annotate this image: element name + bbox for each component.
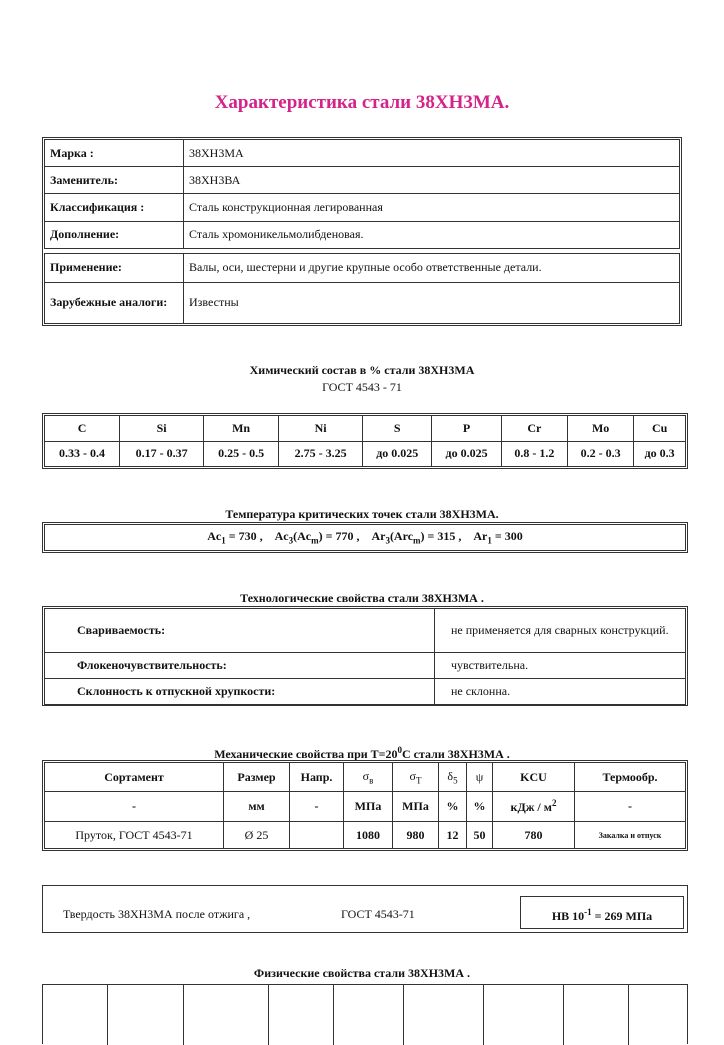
chem-header: P [432, 416, 501, 442]
mech-unit: - [290, 792, 344, 822]
mech-unit: % [467, 792, 493, 822]
tech-key: Свариваемость: [45, 609, 435, 653]
info-row [45, 221, 680, 248]
chem-value-row [45, 441, 686, 467]
chem-header: Cu [634, 416, 686, 442]
mech-cell: 12 [439, 822, 467, 849]
tech-table [42, 606, 688, 706]
mech-unit: МПа [393, 792, 439, 822]
chem-value: 0.17 - 0.37 [120, 441, 204, 467]
info-row [45, 282, 680, 323]
hardness-value-box [520, 896, 684, 929]
tech-value: чувствительна. [435, 653, 686, 679]
mech-header-d5 [439, 763, 467, 792]
mech-unit: МПа [344, 792, 393, 822]
phys-col-divider [333, 985, 334, 1045]
info-key: Марка : [45, 140, 184, 167]
sb-symbol: σ [362, 768, 370, 783]
chem-value: до 0.3 [634, 441, 686, 467]
info-row [45, 194, 680, 221]
chem-header-row [45, 416, 686, 442]
chem-header: Mo [568, 416, 634, 442]
mech-unit-kcu [493, 792, 575, 822]
tech-value: не применяется для сварных конструкций. [435, 609, 686, 653]
chem-value: 0.8 - 1.2 [501, 441, 567, 467]
mech-unit: - [45, 792, 224, 822]
mech-table [42, 760, 688, 851]
mech-cell: 1080 [344, 822, 393, 849]
chem-value: до 0.025 [363, 441, 432, 467]
kcu-unit-sup: 2 [551, 798, 557, 809]
phys-col-divider [483, 985, 484, 1045]
crit-ac3: 770 [335, 529, 354, 544]
chem-gost: ГОСТ 4543 - 71 [322, 380, 402, 394]
hb-suffix: = 269 МПа [594, 909, 653, 923]
chem-header: Mn [204, 416, 279, 442]
crit-values: $Ac_1 = 730$ , $Ac_3(Ac_m) = 770$ , $Ar_3(Arc_m) = 315$ , $Ar_1 = 300$ [45, 525, 686, 551]
st-sub: T [415, 775, 422, 786]
info-value: Известны [184, 282, 680, 323]
mech-unit: % [439, 792, 467, 822]
chem-header: Si [120, 416, 204, 442]
chem-title: Химический состав в % стали 38ХН3МА [249, 363, 475, 377]
hardness-gost: ГОСТ 4543-71 [341, 907, 415, 921]
mech-title-prefix: Механические свойства при Т=20 [214, 747, 398, 761]
info-row [45, 140, 680, 167]
chem-value: 2.75 - 3.25 [279, 441, 363, 467]
phys-col-divider [563, 985, 564, 1045]
mech-unit: - [575, 792, 686, 822]
mech-title-sup: 0 [397, 745, 403, 755]
info-value: Сталь хромоникельмолибденовая. [184, 221, 680, 248]
chem-table [42, 413, 688, 469]
mech-cell: Закалка и отпуск [575, 822, 686, 849]
info-value: 38ХН3ВА [184, 167, 680, 194]
info-key: Зарубежные аналоги: [45, 282, 184, 323]
chem-header: Cr [501, 416, 567, 442]
info-value: Валы, оси, шестерни и другие крупные особо ответственные детали. [184, 254, 680, 282]
info-value: 38ХН3МА [184, 140, 680, 167]
info-key: Заменитель: [45, 167, 184, 194]
hardness-box [42, 885, 688, 933]
tech-row [45, 653, 686, 679]
crit-ac1: 730 [238, 529, 257, 544]
chem-value: 0.25 - 0.5 [204, 441, 279, 467]
tech-key: Склонность к отпускной хрупкости: [45, 679, 435, 705]
chem-header: S [363, 416, 432, 442]
sb-sub: в [369, 775, 374, 786]
mech-data-row [45, 822, 686, 849]
info-table [42, 137, 682, 326]
kcu-unit: кДж / м [510, 800, 552, 815]
phys-col-divider [268, 985, 269, 1045]
crit-ar3: 315 [437, 529, 456, 544]
tech-row [45, 609, 686, 653]
mech-header-psi: ψ [467, 763, 493, 792]
tech-row [45, 679, 686, 705]
mech-cell: Пруток, ГОСТ 4543-71 [45, 822, 224, 849]
tech-key: Флокеночувствительность: [45, 653, 435, 679]
mech-header-row [45, 763, 686, 792]
mech-unit: мм [224, 792, 290, 822]
hb-sup: -1 [584, 907, 592, 917]
mech-header-size: Размер [224, 763, 290, 792]
phys-col-divider [403, 985, 404, 1045]
chem-header: Ni [279, 416, 363, 442]
d5-symbol: δ [447, 768, 454, 783]
info-row [45, 254, 680, 282]
mech-title-suffix: С стали 38ХН3МА . [402, 747, 510, 761]
crit-title: Температура критических точек стали 38ХН3МА. [225, 507, 499, 521]
chem-value: до 0.025 [432, 441, 501, 467]
mech-header-st [393, 763, 439, 792]
info-key: Классификация : [45, 194, 184, 221]
mech-header-kcu: KCU [493, 763, 575, 792]
mech-units-row [45, 792, 686, 822]
mech-header-sb [344, 763, 393, 792]
hb-prefix: НВ 10 [551, 909, 585, 923]
page-title: Характеристика стали 38ХН3МА. [214, 92, 510, 113]
d5-sub: 5 [453, 775, 458, 786]
mech-cell: Ø 25 [224, 822, 290, 849]
phys-title: Физические свойства стали 38ХН3МА . [253, 966, 471, 980]
chem-value: 0.33 - 0.4 [45, 441, 120, 467]
info-row [45, 167, 680, 194]
mech-cell: 780 [493, 822, 575, 849]
mech-header-sort: Сортамент [45, 763, 224, 792]
hardness-text: Твердость 38ХН3МА после отжига , [63, 907, 251, 921]
st-symbol: σ [409, 768, 416, 783]
mech-header-treat: Термообр. [575, 763, 686, 792]
chem-value: 0.2 - 0.3 [568, 441, 634, 467]
phys-col-divider [183, 985, 184, 1045]
mech-cell [290, 822, 344, 849]
mech-cell: 50 [467, 822, 493, 849]
info-key: Дополнение: [45, 221, 184, 248]
phys-col-divider [107, 985, 108, 1045]
phys-table-top [42, 984, 688, 1044]
mech-cell: 980 [393, 822, 439, 849]
info-value: Сталь конструкционная легированная [184, 194, 680, 221]
phys-col-divider [628, 985, 629, 1045]
mech-header-dir: Напр. [290, 763, 344, 792]
crit-table [42, 522, 688, 553]
crit-ar1: 300 [504, 529, 523, 544]
chem-header: C [45, 416, 120, 442]
tech-title: Технологические свойства стали 38ХН3МА . [240, 591, 484, 605]
info-key: Применение: [45, 254, 184, 282]
tech-value: не склонна. [435, 679, 686, 705]
